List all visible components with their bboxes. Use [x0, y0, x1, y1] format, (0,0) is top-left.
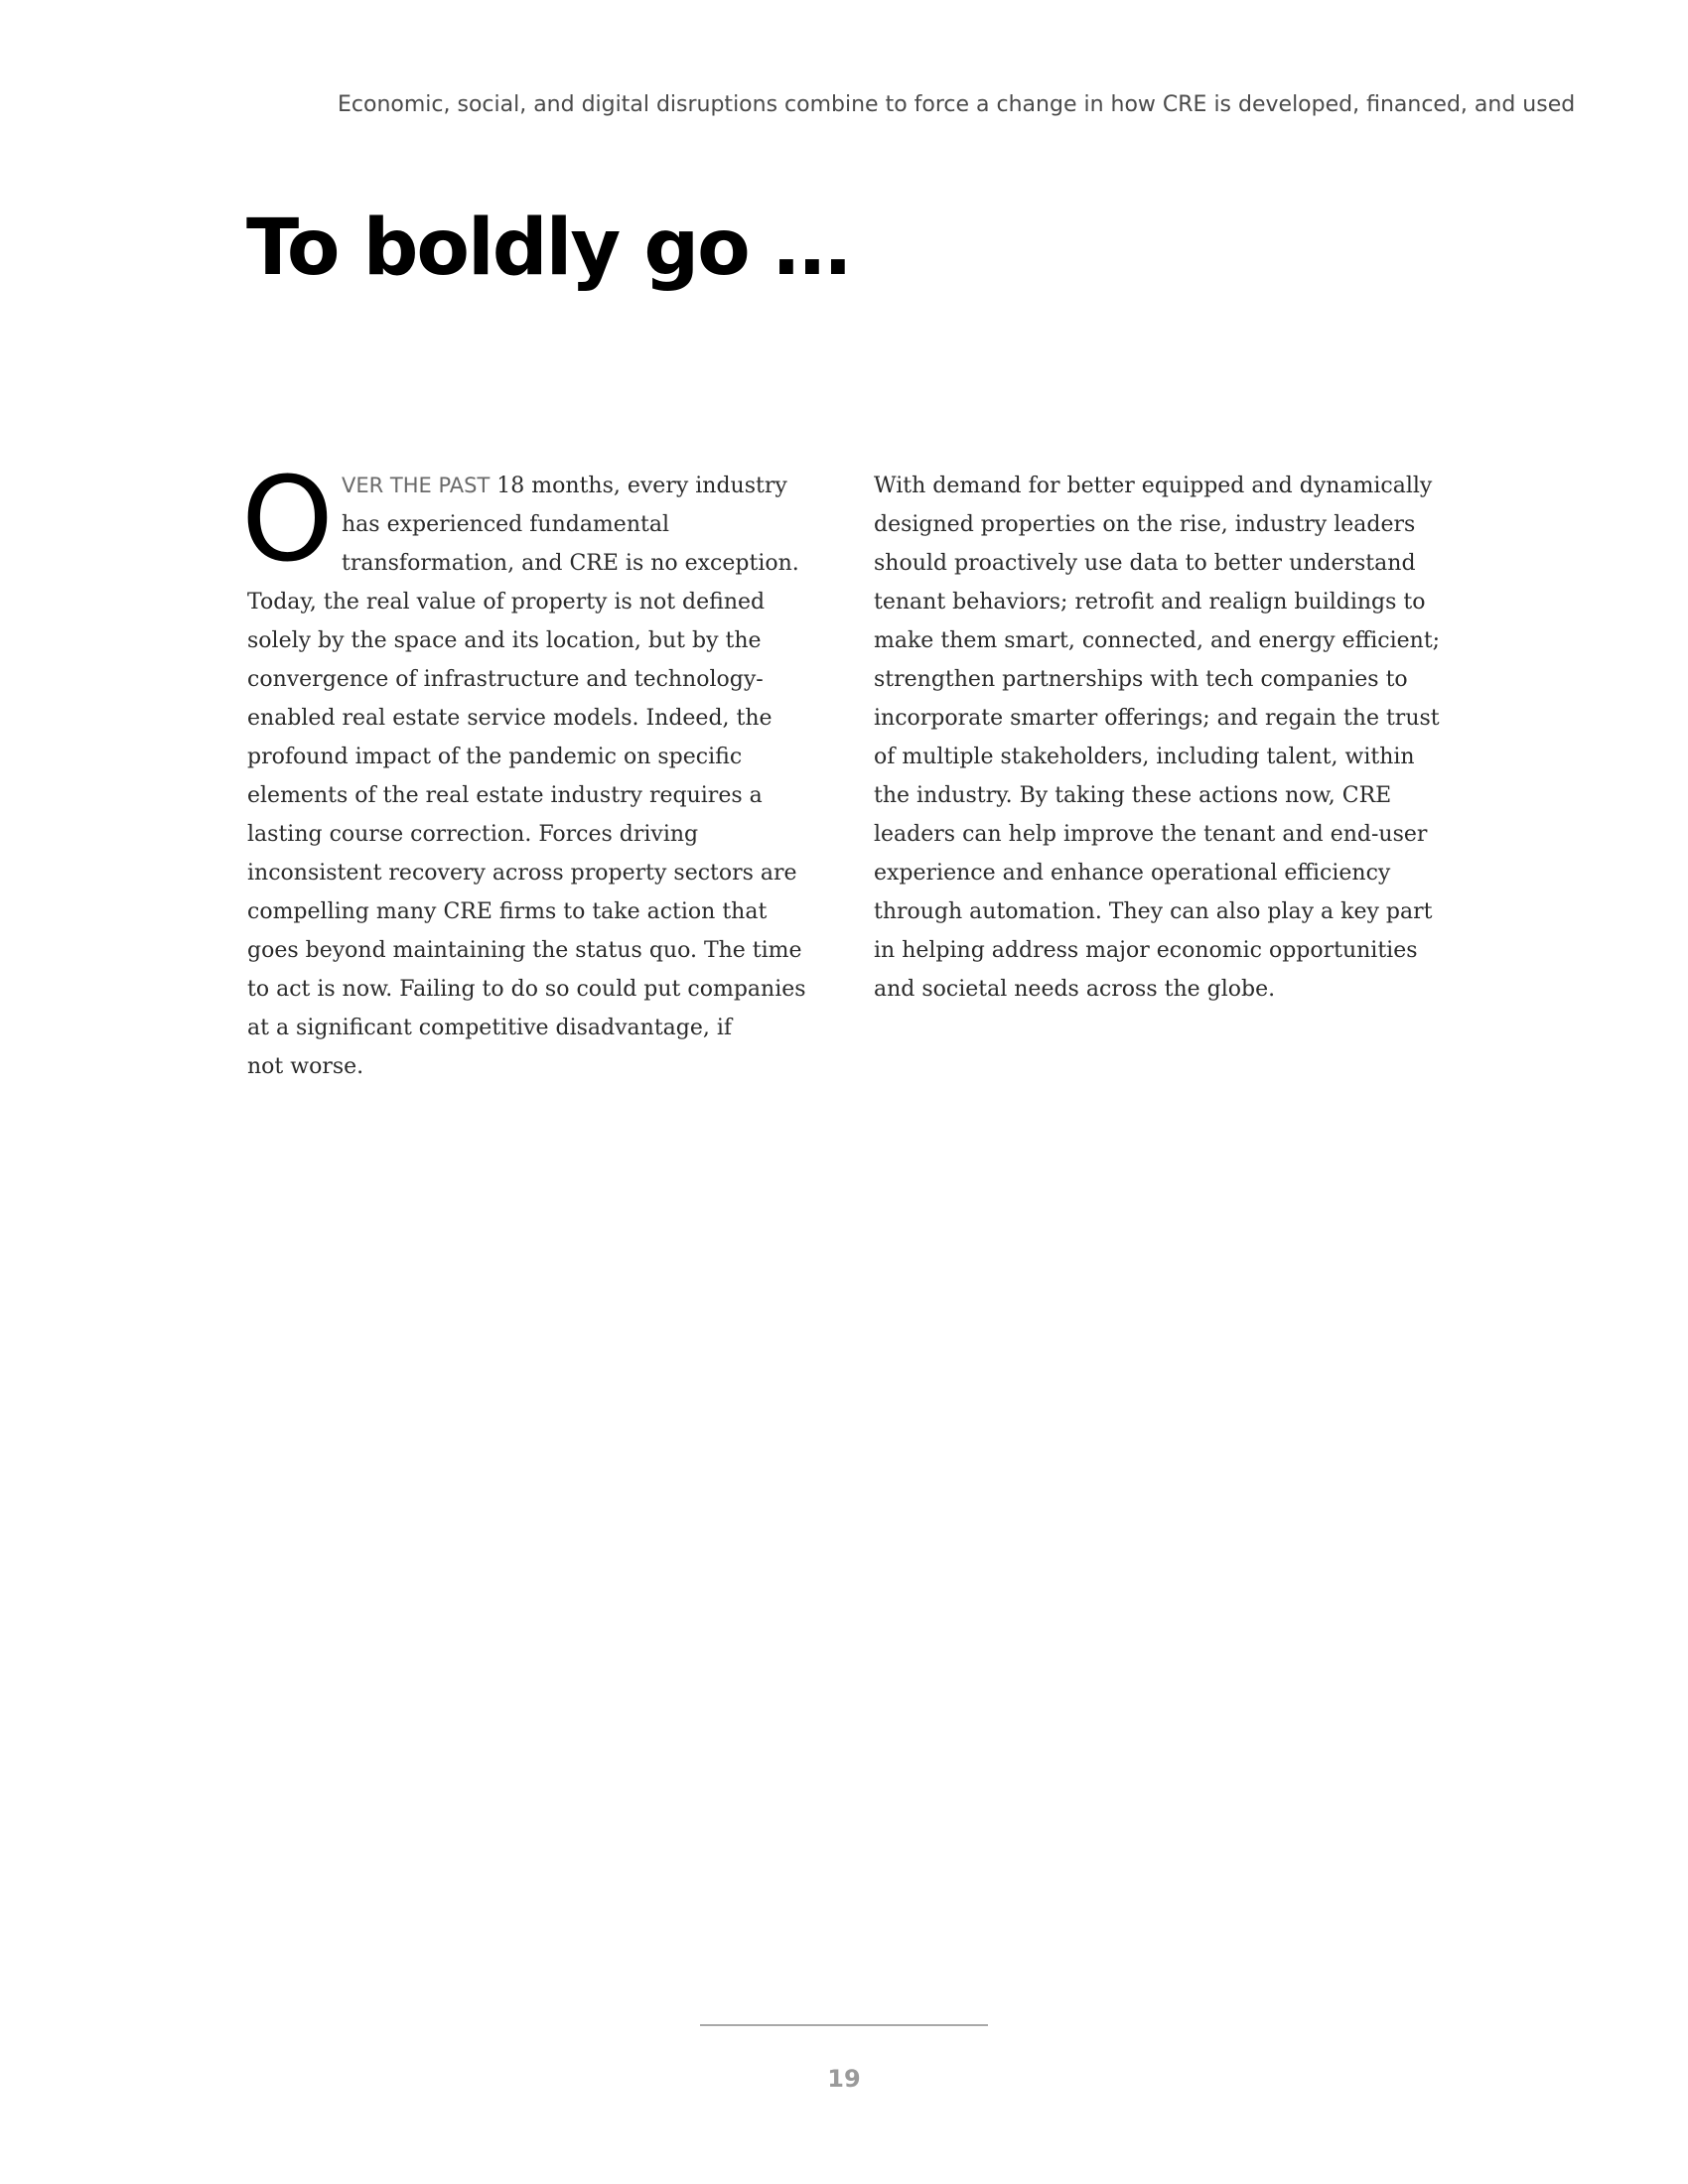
body-line: strengthen partnerships with tech companies to — [874, 667, 1408, 692]
body-line: Today, the real value of property is not defined — [247, 590, 766, 614]
body-line: profound impact of the pandemic on specific — [247, 745, 743, 769]
body-line: make them smart, connected, and energy efficient; — [874, 628, 1441, 653]
body-line: solely by the space and its location, but by the — [247, 628, 762, 653]
body-line: convergence of infrastructure and technology- — [247, 667, 764, 692]
running-header: Economic, social, and digital disruptions combine to force a change in how CRE is developed, financed, and used — [338, 92, 1576, 117]
body-line: transformation, and CRE is no exception. — [342, 551, 799, 576]
body-line: not worse. — [247, 1054, 364, 1079]
body-line: With demand for better equipped and dynamically — [874, 474, 1433, 498]
body-line: experience and enhance operational efficiency — [874, 861, 1391, 886]
page-number: 19 — [827, 2065, 861, 2093]
small-caps-lead: VER THE PAST — [342, 474, 491, 497]
body-line: inconsistent recovery across property sectors are — [247, 861, 797, 886]
body-line: has experienced fundamental — [342, 512, 669, 537]
body-line: and societal needs across the globe. — [874, 977, 1276, 1002]
body-line: should proactively use data to better understand — [874, 551, 1416, 576]
drop-cap: O — [241, 451, 334, 588]
body-line: tenant behaviors; retrofit and realign buildings to — [874, 590, 1426, 614]
page-title: To boldly go … — [246, 204, 849, 293]
left-column — [241, 451, 813, 1086]
body-line: the industry. By taking these actions now, CRE — [874, 783, 1392, 808]
body-line: in helping address major economic opportunities — [874, 938, 1418, 963]
body-line: of multiple stakeholders, including talent, within — [874, 745, 1415, 769]
body-line: compelling many CRE firms to take action that — [247, 899, 768, 924]
right-column — [874, 467, 1440, 1009]
body-line: designed properties on the rise, industry leaders — [874, 512, 1416, 537]
body-line: incorporate smarter offerings; and regain the trust — [874, 706, 1440, 731]
body-line: goes beyond maintaining the status quo. The time — [247, 938, 802, 963]
body-line: lasting course correction. Forces driving — [247, 822, 699, 847]
body-line: enabled real estate service models. Indeed, the — [247, 706, 773, 731]
body-line: elements of the real estate industry requires a — [247, 783, 763, 808]
body-line: at a significant competitive disadvantage, if — [247, 1016, 733, 1040]
body-line: through automation. They can also play a key part — [874, 899, 1433, 924]
body-line: leaders can help improve the tenant and end-user — [874, 822, 1428, 847]
body-line-text: 18 months, every industry — [490, 474, 787, 498]
body-line: to act is now. Failing to do so could put companies — [247, 977, 806, 1002]
footer-divider — [700, 2024, 988, 2026]
